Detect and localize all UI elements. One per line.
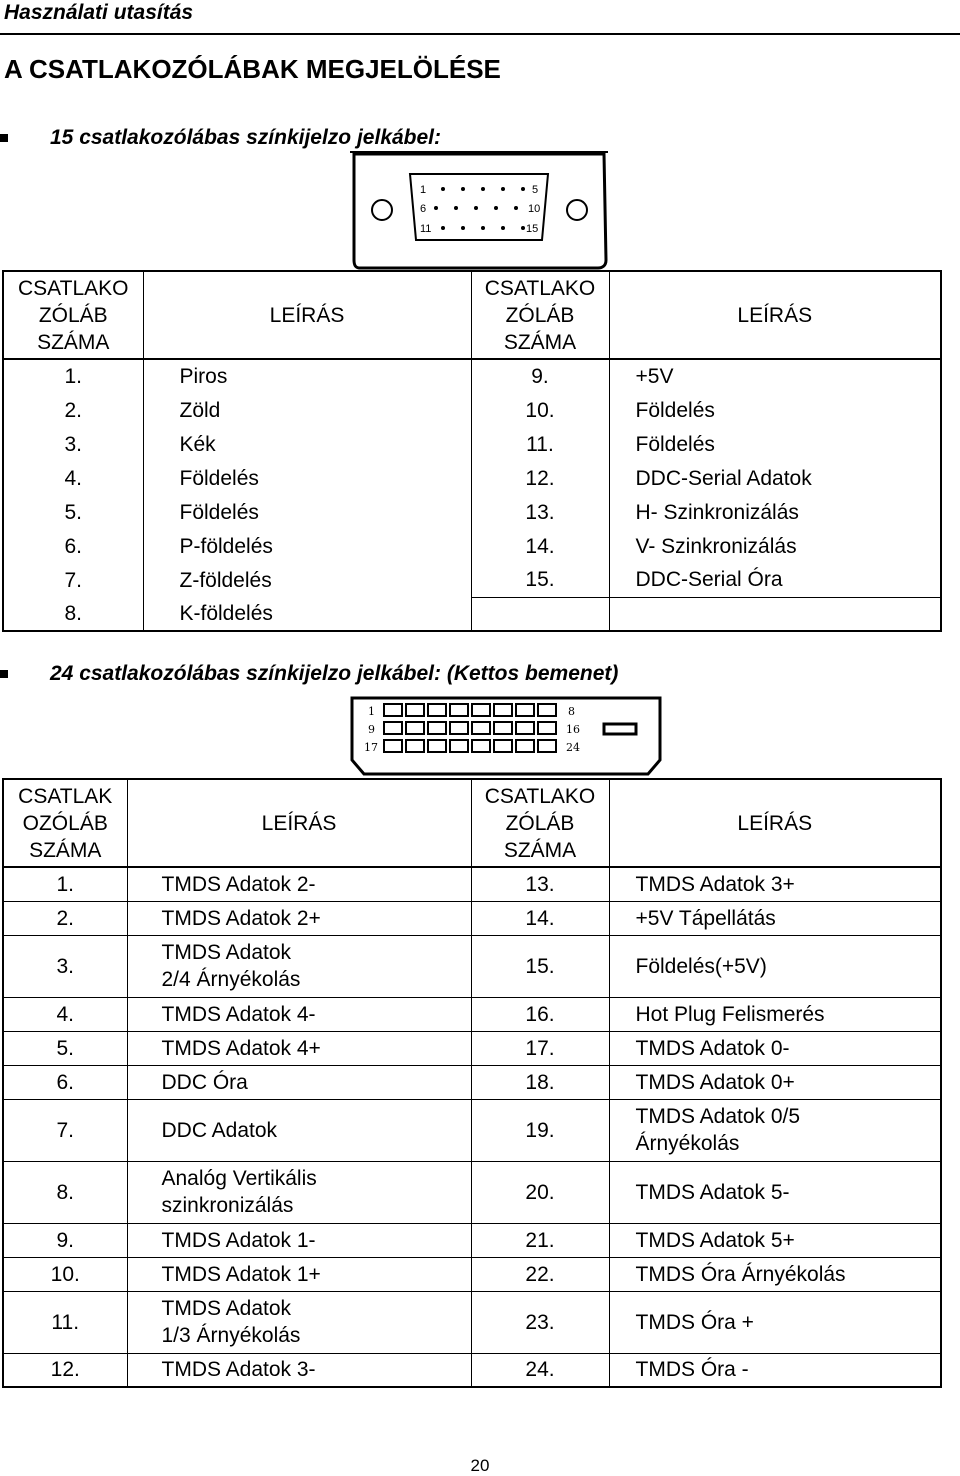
pin-number: 5. [3, 495, 143, 529]
pin-number: 17. [471, 1031, 609, 1065]
vga-connector-diagram [348, 150, 612, 272]
pin-description: TMDS Adatok 0+ [609, 1065, 941, 1099]
pin-description: +5V Tápellátás [609, 901, 941, 935]
table-row [3, 867, 941, 901]
pin-number: 14. [471, 901, 609, 935]
column-header: CSATLAKO ZÓLÁB SZÁMA [3, 271, 143, 359]
pin-description: Földelés [609, 393, 941, 427]
table-row [3, 997, 941, 1031]
pin-number: 1. [3, 867, 127, 901]
table-row [3, 1257, 941, 1291]
table-row [3, 1065, 941, 1099]
pin-number: 24. [471, 1353, 609, 1387]
pin-description: TMDS Adatok 1/3 Árnyékolás [127, 1291, 471, 1353]
column-header: LEÍRÁS [609, 779, 941, 867]
pin-description: +5V [609, 359, 941, 393]
dvi-label-24: 24 [566, 741, 580, 754]
vga-heading-line [0, 125, 960, 151]
column-header: CSATLAKO ZÓLÁB SZÁMA [471, 779, 609, 867]
pin-number: 2. [3, 393, 143, 427]
pin-number: 7. [3, 563, 143, 597]
pin-number: 8. [3, 597, 143, 631]
dvi-connector-diagram [348, 694, 664, 778]
dvi-heading-line [0, 661, 960, 687]
table-row [3, 529, 941, 563]
pin-number: 2. [3, 901, 127, 935]
pin-description: Kék [143, 427, 471, 461]
pin-description: TMDS Adatok 2/4 Árnyékolás [127, 935, 471, 997]
dvi-label-1: 1 [368, 705, 375, 718]
pin-number: 20. [471, 1161, 609, 1223]
pin-number: 6. [3, 529, 143, 563]
pin-number: 4. [3, 997, 127, 1031]
bullet-square-icon [0, 670, 8, 678]
vga-label-11: 11 [420, 223, 432, 235]
dvi-heading: 24 csatlakozólábas színkijelzo jelkábel: (Kettos bemenet) [50, 662, 619, 685]
column-header: LEÍRÁS [609, 271, 941, 359]
table-row [3, 461, 941, 495]
table-row [3, 495, 941, 529]
table-row [3, 1099, 941, 1161]
pin-description: Földelés [143, 495, 471, 529]
pin-number: 5. [3, 1031, 127, 1065]
pin-number: 4. [3, 461, 143, 495]
pin-number: 21. [471, 1223, 609, 1257]
section-heading: A CSATLAKOZÓLÁBAK MEGJELÖLÉSE [4, 54, 501, 84]
table-row [3, 1161, 941, 1223]
pin-number: 8. [3, 1161, 127, 1223]
pin-number: 22. [471, 1257, 609, 1291]
table-row [3, 1353, 941, 1387]
pin-number: 13. [471, 867, 609, 901]
pin-number: 14. [471, 529, 609, 563]
pin-number [471, 597, 609, 631]
pin-description: TMDS Adatok 3+ [609, 867, 941, 901]
pin-description: Zöld [143, 393, 471, 427]
pin-number: 9. [3, 1223, 127, 1257]
vga-label-6: 6 [420, 203, 427, 215]
pin-description: DDC-Serial Óra [609, 563, 941, 597]
pin-description: DDC Óra [127, 1065, 471, 1099]
vga-label-1: 1 [420, 184, 427, 196]
pin-description [609, 597, 941, 631]
pin-description: Hot Plug Felismerés [609, 997, 941, 1031]
pin-description: Földelés [609, 427, 941, 461]
header-rule [0, 33, 960, 35]
pin-number: 7. [3, 1099, 127, 1161]
pin-description: TMDS Adatok 2+ [127, 901, 471, 935]
pin-description: Analóg Vertikális szinkronizálás [127, 1161, 471, 1223]
pin-description: TMDS Adatok 4- [127, 997, 471, 1031]
table-row [3, 1223, 941, 1257]
table-row [3, 563, 941, 597]
table-row [3, 427, 941, 461]
pin-description: TMDS Óra Árnyékolás [609, 1257, 941, 1291]
bullet-square-icon [0, 134, 8, 142]
pin-number: 9. [471, 359, 609, 393]
column-header: LEÍRÁS [127, 779, 471, 867]
column-header: LEÍRÁS [143, 271, 471, 359]
pin-number: 13. [471, 495, 609, 529]
pin-number: 10. [471, 393, 609, 427]
pin-number: 12. [3, 1353, 127, 1387]
vga-label-15: 15 [526, 223, 539, 235]
pin-number: 3. [3, 427, 143, 461]
dvi-label-16: 16 [566, 723, 580, 736]
dvi-label-8: 8 [568, 705, 575, 718]
pin-description: Z-földelés [143, 563, 471, 597]
table-row [3, 393, 941, 427]
pin-description: TMDS Adatok 3- [127, 1353, 471, 1387]
pin-description: V- Szinkronizálás [609, 529, 941, 563]
pin-description: TMDS Adatok 0- [609, 1031, 941, 1065]
pin-description: TMDS Adatok 4+ [127, 1031, 471, 1065]
pin-description: TMDS Adatok 2- [127, 867, 471, 901]
pin-number: 23. [471, 1291, 609, 1353]
column-header: CSATLAKO ZÓLÁB SZÁMA [471, 271, 609, 359]
pin-description: DDC Adatok [127, 1099, 471, 1161]
pin-description: Földelés [143, 461, 471, 495]
pin-description: DDC-Serial Adatok [609, 461, 941, 495]
vga-pin-table [2, 270, 942, 632]
dvi-pin-table [2, 778, 942, 1388]
pin-description: TMDS Adatok 5+ [609, 1223, 941, 1257]
pin-number: 3. [3, 935, 127, 997]
table-header-row [3, 271, 941, 359]
pin-description: P-földelés [143, 529, 471, 563]
table-row [3, 901, 941, 935]
table-row [3, 597, 941, 631]
pin-number: 6. [3, 1065, 127, 1099]
pin-description: K-földelés [143, 597, 471, 631]
pin-number: 19. [471, 1099, 609, 1161]
table-row [3, 935, 941, 997]
vga-label-5: 5 [532, 184, 539, 196]
pin-number: 12. [471, 461, 609, 495]
vga-heading: 15 csatlakozólábas színkijelzo jelkábel: [50, 126, 442, 149]
pin-description: TMDS Adatok 1- [127, 1223, 471, 1257]
dvi-label-17: 17 [364, 741, 378, 754]
table-header-row [3, 779, 941, 867]
pin-number: 11. [471, 427, 609, 461]
screw-hole-left-icon [372, 200, 392, 220]
header-title: Használati utasítás [4, 1, 194, 24]
pin-number: 15. [471, 935, 609, 997]
column-header: CSATLAK OZÓLÁB SZÁMA [3, 779, 127, 867]
vga-label-10: 10 [528, 203, 541, 215]
pin-description: TMDS Óra - [609, 1353, 941, 1387]
screw-hole-right-icon [567, 200, 587, 220]
pin-number: 10. [3, 1257, 127, 1291]
page-number: 20 [470, 1456, 490, 1475]
table-row [3, 359, 941, 393]
table-row [3, 1291, 941, 1353]
pin-description: TMDS Adatok 1+ [127, 1257, 471, 1291]
pin-description: TMDS Adatok 0/5 Árnyékolás [609, 1099, 941, 1161]
table-row [3, 1031, 941, 1065]
pin-number: 11. [3, 1291, 127, 1353]
pin-number: 1. [3, 359, 143, 393]
pin-number: 15. [471, 563, 609, 597]
pin-description: H- Szinkronizálás [609, 495, 941, 529]
dvi-label-9: 9 [368, 723, 375, 736]
pin-description: TMDS Óra + [609, 1291, 941, 1353]
pin-description: TMDS Adatok 5- [609, 1161, 941, 1223]
pin-description: Földelés(+5V) [609, 935, 941, 997]
pin-description: Piros [143, 359, 471, 393]
pin-number: 18. [471, 1065, 609, 1099]
pin-number: 16. [471, 997, 609, 1031]
